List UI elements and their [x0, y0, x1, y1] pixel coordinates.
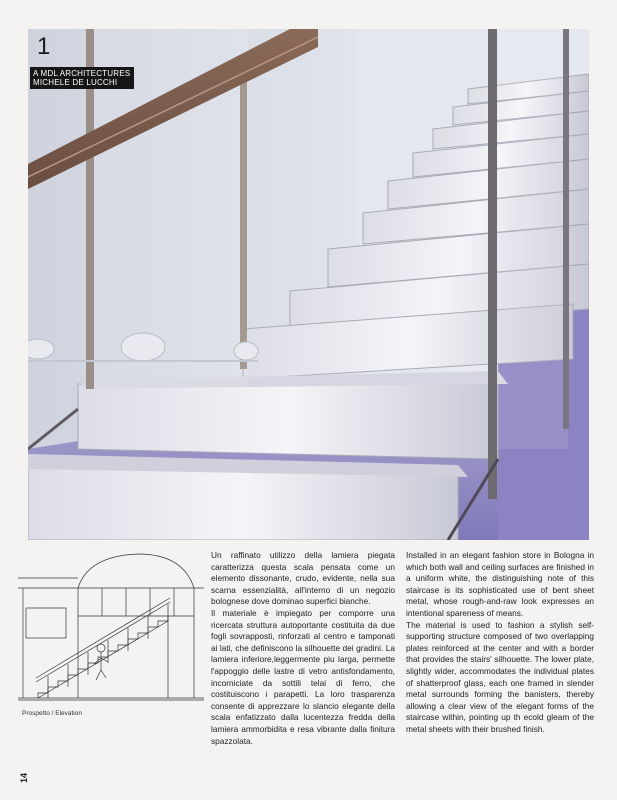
- italian-text-column: [211, 550, 395, 747]
- credit-line-architect: MICHELE DE LUCCHI: [33, 78, 118, 87]
- staircase-illustration: [28, 29, 589, 540]
- elevation-drawing: [18, 548, 204, 708]
- page-number: [19, 766, 29, 790]
- staircase-photo: [28, 29, 589, 540]
- italian-paragraph-2: Il materiale è impiegato per comporre una ricercata struttura autoportante costituita da due fogli sovrapposti, rinforzati al centro e tamponati ai lati, che definiscono la silhouette dei gradini. La lamiera inferiore,leggermente piu larga, permette l'appoggio delle lastre di vetro antisfondamento, incorniciate da sottili telai di ferro, che costituiscono i parapetti. La loro trasparenza consente di apprezzare lo slancio elegante della scala enfatizzato dalla lucentezza fredda della lamiera ammorbidita e resa vibrante dalla finitura spazzolata.: [211, 607, 395, 746]
- page-number-text: 14: [19, 773, 29, 784]
- drawing-caption: Prospetto / Elevation: [22, 710, 82, 717]
- english-text-column: [406, 550, 594, 736]
- english-paragraph-1: Installed in an elegant fashion store in Bologna in which both wall and ceiling surfaces are finished in a uniform white, the distinguishing note of this staircase is its sophisticated use of bent sheet metal, whose rough-and-raw look expresses an intentional spareness of means.: [406, 550, 594, 618]
- figure-number: 1: [37, 33, 51, 60]
- architect-credit: [30, 67, 134, 89]
- english-paragraph-2: The material is used to fashion a stylish self-supporting structure composed of two overlapping plates reinforced at the center and with a border that provides the stairs' silhouette. The lower plate, slightly wider, accommodates the individual plates of shatterproof glass, each one framed in slender metal surrounds forming the banisters, thereby allowing a clear view of the elegant forms of the staircase within, pointing up th ecold gleam of the metal sheets with their brushed finish.: [406, 619, 594, 734]
- credit-line-firm: A MDL ARCHITECTURES: [33, 69, 131, 78]
- italian-paragraph-1: Un raffinato utilizzo della lamiera piegata caratterizza questa scala pensata come un elemento dissonante, crudo, evidente, nella sua scarna essenzialità, all'interno di un negozio bolognese dove dominao superfici bianche.: [211, 550, 395, 607]
